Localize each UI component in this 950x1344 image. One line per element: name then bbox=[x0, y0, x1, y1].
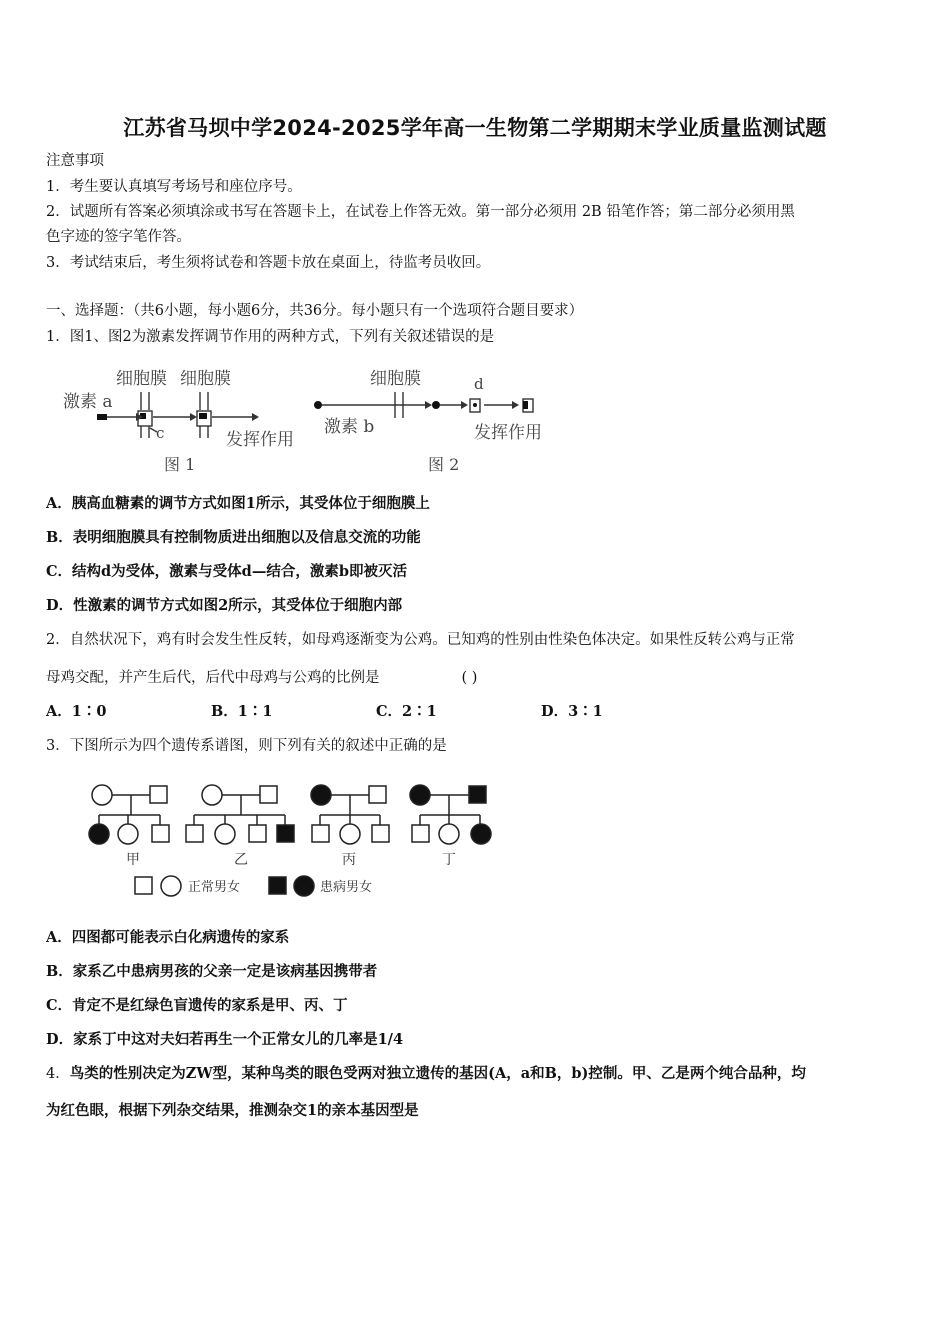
pedigree-label-jia: 甲 bbox=[126, 852, 140, 868]
pedigree-bing bbox=[311, 785, 389, 844]
receptor-d-icon bbox=[473, 403, 477, 407]
question-stem-cont: 母鸡交配，并产生后代，后代中母鸡与公鸡的比例是 bbox=[46, 670, 380, 686]
option-c: C．结构d为受体，激素与受体d—结合，激素b即被灭活 bbox=[46, 563, 407, 580]
question-4-cont: 为红色眼，根据下列杂交结果，推测杂交1的亲本基因型是 bbox=[46, 1102, 419, 1119]
option-d: D．性激素的调节方式如图2所示，其受体位于细胞内部 bbox=[46, 597, 403, 614]
option-b: B．家系乙中患病男孩的父亲一定是该病基因携带者 bbox=[46, 963, 378, 980]
pedigree-label-yi: 乙 bbox=[234, 852, 248, 868]
pedigree-label-ding: 丁 bbox=[442, 852, 456, 868]
notice-item: 3．考试结束后，考生须将试卷和答题卡放在桌面上，待监考员收回。 bbox=[46, 255, 491, 271]
notice-item: 1．考生要认真填写考场号和座位序号。 bbox=[46, 179, 302, 195]
option-d: D．3∶1 bbox=[541, 703, 603, 720]
legend-affected-label: 患病男女 bbox=[320, 880, 373, 895]
hormone-action-figure bbox=[60, 362, 580, 480]
pedigree-figure bbox=[82, 778, 502, 902]
fig2-membrane bbox=[322, 392, 533, 418]
question-number: 1． bbox=[46, 329, 70, 345]
fig1-label-c: c bbox=[156, 424, 165, 442]
pedigree-ding bbox=[410, 785, 491, 844]
pedigree-label-bing: 丙 bbox=[342, 852, 356, 868]
option-c: C．肯定不是红绿色盲遗传的家系是甲、丙、丁 bbox=[46, 997, 348, 1014]
notice-item: 色字迹的签字笔作答。 bbox=[46, 229, 191, 245]
fig2-effect-label: 发挥作用 bbox=[474, 423, 542, 443]
option-b: B．1∶1 bbox=[211, 703, 273, 720]
fig1-membrane-label-2: 细胞膜 bbox=[180, 369, 231, 389]
option-b: B．表明细胞膜具有控制物质进出细胞以及信息交流的功能 bbox=[46, 529, 421, 546]
section-heading: 一、选择题：（共6小题，每小题6分，共36分。每小题只有一个选项符合题目要求） bbox=[46, 303, 584, 319]
question-number: 3． bbox=[46, 738, 70, 754]
answer-blank: ( ) bbox=[461, 670, 478, 686]
question-4 bbox=[46, 1064, 806, 1084]
fig1-effect-label: 发挥作用 bbox=[226, 430, 294, 450]
fig1-hormone-a-label: 激素 a bbox=[63, 392, 113, 412]
option-a: A．1∶0 bbox=[46, 703, 107, 720]
legend-normal-label: 正常男女 bbox=[188, 880, 241, 895]
option-c: C．2∶1 bbox=[376, 703, 437, 720]
pedigree-jia bbox=[89, 785, 169, 844]
question-stem: 鸟类的性别决定为ZW型，某种鸟类的眼色受两对独立遗传的基因(A，a和B，b)控制。甲、乙是两个纯合品种，均 bbox=[69, 1065, 806, 1082]
option-a: A．四图都可能表示白化病遗传的家系 bbox=[46, 929, 290, 946]
question-3 bbox=[46, 736, 447, 756]
question-number: 4． bbox=[46, 1066, 70, 1082]
hormone-a-icon bbox=[97, 414, 107, 420]
option-a: A．胰高血糖素的调节方式如图1所示，其受体位于细胞膜上 bbox=[46, 495, 430, 512]
hormone-b-icon bbox=[314, 401, 322, 409]
hormone-b-cytoplasm-icon bbox=[432, 401, 440, 409]
fig2-label-d: d bbox=[474, 375, 484, 393]
question-stem: 图1、图2为激素发挥调节作用的两种方式，下列有关叙述错误的是 bbox=[69, 329, 495, 345]
notice-heading: 注意事项 bbox=[46, 153, 104, 169]
question-number: 2． bbox=[46, 632, 70, 648]
fig2-hormone-b-label: 激素 b bbox=[324, 417, 375, 437]
page-title: 江苏省马坝中学2024-2025学年高一生物第二学期期末学业质量监测试题 bbox=[123, 116, 827, 140]
pedigree-yi bbox=[186, 785, 294, 844]
notice-item: 2．试题所有答案必须填涂或书写在答题卡上，在试卷上作答无效。第一部分必须用 2B 铅笔作答；第二部分必须用黑 bbox=[46, 204, 795, 220]
question-stem: 自然状况下，鸡有时会发生性反转，如母鸡逐渐变为公鸡。已知鸡的性别由性染色体决定。如果性反转公鸡与正常 bbox=[69, 632, 795, 648]
fig1-caption: 图 1 bbox=[164, 455, 196, 474]
question-2-cont bbox=[46, 668, 477, 688]
receptor-bound-icon bbox=[199, 413, 207, 419]
question-1 bbox=[46, 327, 494, 347]
fig1-membrane-label-1: 细胞膜 bbox=[116, 369, 167, 389]
question-stem: 下图所示为四个遗传系谱图，则下列有关的叙述中正确的是 bbox=[69, 738, 447, 754]
question-2 bbox=[46, 630, 795, 650]
option-d: D．家系丁中这对夫妇若再生一个正常女儿的几率是1/4 bbox=[46, 1031, 404, 1048]
fig2-caption: 图 2 bbox=[428, 455, 460, 474]
fig2-membrane-label: 细胞膜 bbox=[370, 369, 421, 389]
receptor-bound-icon bbox=[523, 401, 528, 409]
